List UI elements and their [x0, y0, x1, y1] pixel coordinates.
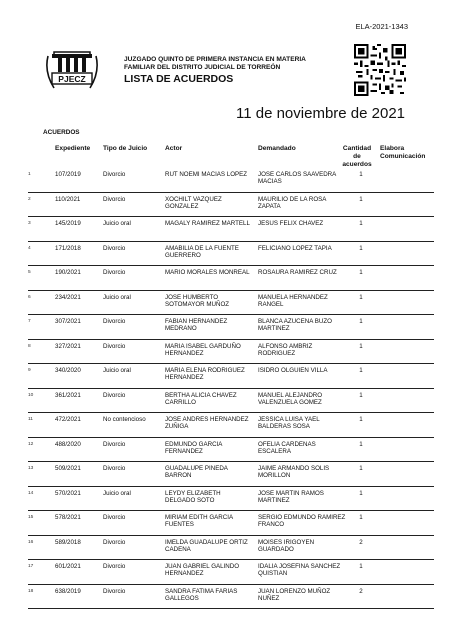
tipo-juicio-cell: Divorcio: [103, 342, 126, 350]
table-row: [28, 291, 434, 316]
demandado-cell: IDALIA JOSEFINA SANCHEZ QUISTIAN: [258, 563, 341, 578]
expediente-cell: 107/2019: [55, 171, 81, 178]
expediente-cell: 234/2021: [55, 293, 81, 301]
row-number: 7: [28, 319, 31, 324]
actor-cell: FABIAN HERNANDEZ MEDRANO: [165, 318, 228, 333]
demandado-cell: FELICIANO LOPEZ TAPIA: [258, 244, 332, 252]
expediente-cell: 145/2019: [55, 220, 81, 227]
expediente-cell: 327/2021: [55, 342, 81, 350]
actor-cell: JOSE ANDRES HERNANDEZ ZUÑIGA: [165, 416, 249, 431]
expediente-cell: 589/2018: [55, 538, 81, 546]
expediente-cell: 472/2021: [55, 416, 81, 423]
section-title: ACUERDOS: [43, 129, 80, 136]
cantidad-cell: 1: [359, 269, 363, 276]
expediente-cell: 601/2021: [55, 563, 81, 570]
tipo-juicio-cell: Divorcio: [103, 514, 126, 521]
cantidad-cell: 1: [359, 367, 363, 374]
actor-cell: BERTHA ALICIA CHAVEZ CARRILLO: [165, 391, 237, 406]
cantidad-cell: 1: [359, 563, 363, 570]
row-number: 11: [28, 417, 33, 422]
actor-cell: RUT NOEMI MACIAS LOPEZ: [165, 171, 248, 178]
demandado-cell: BLANCA AZUCENA BUZO MARTINEZ: [258, 318, 332, 333]
table-row: [28, 536, 434, 561]
demandado-cell: JOSE CARLOS SAAVEDRA MACIAS: [258, 171, 336, 186]
header-elabora-comunicacion: Elabora Comunicación: [380, 145, 426, 160]
expediente-cell: 488/2020: [55, 440, 81, 448]
demandado-cell: JUAN LORENZO MUÑOZ NUÑEZ: [258, 587, 331, 602]
court-name-line1: JUZGADO QUINTO DE PRIMERA INSTANCIA EN MATERIA: [124, 56, 306, 63]
row-number: 18: [28, 588, 34, 594]
cantidad-cell: 1: [359, 293, 363, 301]
tipo-juicio-cell: Juicio oral: [103, 367, 131, 374]
cantidad-cell: 1: [359, 195, 363, 203]
demandado-cell: ROSAURA RAMIREZ CRUZ: [258, 269, 337, 276]
expediente-cell: 110/2021: [55, 195, 81, 203]
actor-cell: AMABILIA DE LA FUENTE GUERRERO: [165, 244, 239, 259]
actor-cell: MARIA ELENA RODRIGUEZ HERNANDEZ: [165, 367, 245, 382]
expediente-cell: 190/2021: [55, 269, 81, 276]
actor-cell: SANDRA FATIMA FARIAS GALLEGOS: [165, 587, 238, 602]
actor-cell: MARIO MORALES MONREAL: [165, 269, 250, 276]
cantidad-cell: 1: [359, 391, 363, 399]
row-number: 13: [28, 466, 34, 471]
actor-cell: IMELDA GUADALUPE ORTIZ CADENA: [165, 538, 248, 553]
cantidad-cell: 1: [359, 220, 363, 227]
document-title: LISTA DE ACUERDOS: [124, 73, 234, 85]
svg-text:PJECZ: PJECZ: [58, 74, 86, 84]
actor-cell: MAGALY RAMIREZ MARTELL: [165, 220, 250, 227]
tipo-juicio-cell: Divorcio: [103, 440, 126, 448]
row-number: 2: [28, 196, 31, 202]
tipo-juicio-cell: Divorcio: [103, 269, 126, 276]
demandado-cell: MOISES IRIGOYEN GUARDADO: [258, 538, 315, 553]
tipo-juicio-cell: Divorcio: [103, 563, 126, 570]
row-number: 15: [28, 515, 34, 520]
table-row: [28, 242, 434, 267]
row-number: 8: [28, 343, 31, 349]
header-demandado: Demandado: [258, 145, 296, 152]
row-number: 16: [28, 539, 34, 545]
row-number: 4: [28, 245, 31, 251]
table-row: [28, 217, 434, 242]
expediente-cell: 307/2021: [55, 318, 81, 325]
header-expediente: Expediente: [55, 145, 91, 152]
expediente-cell: 340/2020: [55, 367, 81, 374]
table-row: [28, 511, 434, 536]
cantidad-cell: 1: [359, 489, 363, 497]
table-row: [28, 266, 434, 291]
actor-cell: EDMUNDO GARCIA FERNANDEZ: [165, 440, 223, 455]
demandado-cell: MANUEL ALEJANDRO VALENZUELA GOMEZ: [258, 391, 323, 406]
list-date: 11 de noviembre de 2021: [236, 105, 406, 122]
cantidad-cell: 1: [359, 440, 363, 448]
expediente-cell: 361/2021: [55, 391, 81, 399]
cantidad-cell: 2: [359, 538, 363, 546]
expediente-cell: 509/2021: [55, 465, 81, 472]
row-number: 17: [28, 564, 34, 569]
row-number: 12: [28, 441, 34, 447]
header-actor: Actor: [165, 145, 183, 152]
demandado-cell: JAIME ARMANDO SOLIS MORILLON: [258, 465, 330, 480]
cantidad-cell: 1: [359, 318, 363, 325]
actor-cell: GUADALUPE PINEDA BARRON: [165, 465, 228, 480]
actor-cell: MARIA ISABEL GARDUÑO HERNANDEZ: [165, 342, 241, 357]
cantidad-cell: 1: [359, 342, 363, 350]
actor-cell: JOSE HUMBERTO SOTOMAYOR MUÑOZ: [165, 293, 230, 308]
tipo-juicio-cell: Divorcio: [103, 465, 126, 472]
row-number: 1: [28, 172, 31, 177]
table-row: [28, 413, 434, 438]
table-row: [28, 585, 434, 610]
demandado-cell: ALFONSO AMBRIZ RODRIGUEZ: [258, 342, 313, 357]
table-row: [28, 168, 434, 193]
table-row: [28, 438, 434, 463]
cantidad-cell: 1: [359, 514, 363, 521]
expediente-cell: 638/2019: [55, 587, 81, 595]
actor-cell: MIRIAM EDITH GARCIA FUENTES: [165, 514, 233, 529]
table-row: [28, 315, 434, 340]
header-cantidad-acuerdos: Cantidad de acuerdos: [342, 145, 372, 168]
qr-code: [354, 44, 406, 96]
cantidad-cell: 1: [359, 244, 363, 252]
row-number: 14: [28, 490, 34, 496]
document-id: ELA-2021-1343: [355, 22, 408, 31]
demandado-cell: MAURILIO DE LA ROSA ZAPATA: [258, 195, 327, 210]
tipo-juicio-cell: Divorcio: [103, 171, 126, 178]
pjecz-logo: [44, 46, 100, 92]
tipo-juicio-cell: Divorcio: [103, 195, 126, 203]
row-number: 5: [28, 270, 31, 275]
tipo-juicio-cell: Juicio oral: [103, 220, 131, 227]
table-row: [28, 389, 434, 414]
demandado-cell: OFELIA CARDENAS ESCALERA: [258, 440, 316, 455]
cantidad-cell: 1: [359, 416, 363, 423]
demandado-cell: JESUS FELIX CHAVEZ: [258, 220, 324, 227]
table-row: [28, 340, 434, 365]
table-row: [28, 462, 434, 487]
demandado-cell: JOSE MARTIN RAMOS MARTINEZ: [258, 489, 324, 504]
demandado-cell: SERGIO EDMUNDO RAMIREZ FRANCO: [258, 514, 346, 529]
table-row: [28, 487, 434, 512]
actor-cell: JUAN GABRIEL GALINDO HERNANDEZ: [165, 563, 240, 578]
actor-cell: XOCHILT VAZQUEZ GONZALEZ: [165, 195, 222, 210]
tipo-juicio-cell: Divorcio: [103, 244, 126, 252]
court-header: [124, 56, 306, 86]
court-name-line2: FAMILIAR DEL DISTRITO JUDICIAL DE TORREÓN: [124, 64, 281, 71]
acuerdos-table: [28, 168, 434, 609]
tipo-juicio-cell: Juicio oral: [103, 293, 131, 301]
tipo-juicio-cell: Divorcio: [103, 587, 126, 595]
actor-cell: LEYDY ELIZABETH DELGADO SOTO: [165, 489, 221, 504]
header-tipo-juicio: Tipo de Juicio: [103, 145, 148, 152]
row-number: 10: [28, 392, 34, 398]
row-number: 9: [28, 368, 31, 373]
demandado-cell: ISIDRO OLGUIEN VILLA: [258, 367, 328, 374]
expediente-cell: 171/2018: [55, 244, 81, 252]
cantidad-cell: 2: [359, 587, 363, 595]
tipo-juicio-cell: Divorcio: [103, 538, 126, 546]
tipo-juicio-cell: Divorcio: [103, 391, 126, 399]
expediente-cell: 570/2021: [55, 489, 81, 497]
tipo-juicio-cell: Juicio oral: [103, 489, 131, 497]
demandado-cell: MANUELA HERNANDEZ RANGEL: [258, 293, 328, 308]
table-row: [28, 193, 434, 218]
cantidad-cell: 1: [359, 171, 363, 178]
row-number: 6: [28, 294, 31, 300]
table-row: [28, 364, 434, 389]
tipo-juicio-cell: Divorcio: [103, 318, 126, 325]
table-row: [28, 560, 434, 585]
demandado-cell: JESSICA LUISA YAEL BALDERAS SOSA: [258, 416, 320, 431]
tipo-juicio-cell: No contencioso: [103, 416, 146, 423]
row-number: 3: [28, 221, 31, 226]
cantidad-cell: 1: [359, 465, 363, 472]
expediente-cell: 578/2021: [55, 514, 81, 521]
